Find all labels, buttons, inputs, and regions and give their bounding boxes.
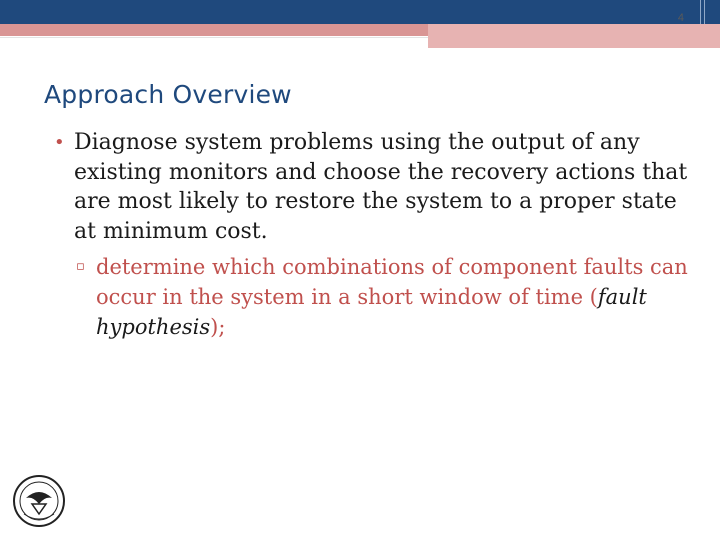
bullet-dot-icon: • [54, 132, 65, 153]
bullet-level-2 [50, 252, 690, 342]
header-accent-line [704, 0, 705, 24]
sub-bullet-text: determine which combinations of component faults can occur in the system in a short window of time ( [96, 255, 688, 309]
university-seal-icon [12, 474, 66, 528]
header-bar [0, 0, 720, 24]
header-band-right [428, 24, 720, 48]
page-number: 4 [677, 12, 684, 24]
header-rule [0, 37, 428, 38]
bullet-text: Diagnose system problems using the output of any existing monitors and choose the recovery actions that are most likely to restore the system to a proper state at minimum cost. [74, 130, 688, 244]
slide-title: Approach Overview [44, 80, 292, 109]
slide-body [50, 128, 690, 342]
header-accent-line [700, 0, 701, 24]
bullet-square-icon: ▫ [76, 259, 85, 274]
sub-bullet-text-end: ); [210, 315, 226, 339]
fault-hypothesis-term: fault hypothesis [96, 285, 647, 339]
bullet-level-1 [50, 128, 690, 246]
